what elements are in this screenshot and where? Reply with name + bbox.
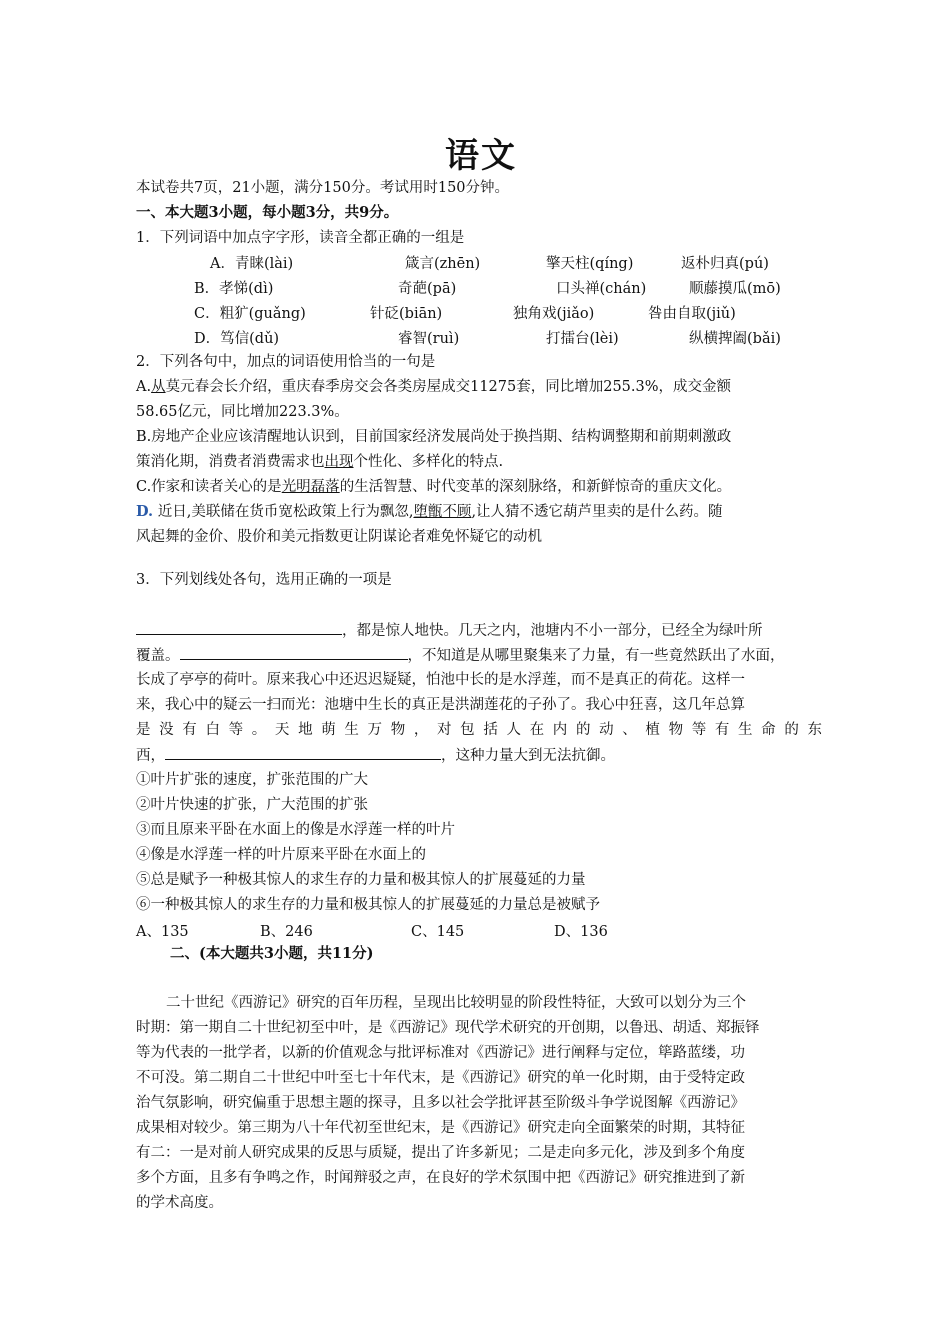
q2-b-word: 出现 bbox=[324, 454, 354, 470]
q2-option-b-line2 bbox=[136, 452, 503, 472]
q2-option-d-line1 bbox=[136, 502, 723, 522]
q1-option-a-4: 返朴归真(pú) bbox=[681, 256, 769, 272]
q1-option-d-3: 打擂台(lèi) bbox=[546, 331, 619, 347]
q3-text: ，都是惊人地快。几天之内，池塘内不小一部分，已经全为绿叶所 bbox=[342, 623, 763, 639]
passage-line: 治气氛影响，研究偏重于思想主题的探寻，且多以社会学批评甚至阶级斗争学说图解《西游记》 bbox=[136, 1095, 745, 1111]
passage-line: 二十世纪《西游记》研究的百年历程，呈现出比较明显的阶段性特征，大致可以划分为三个 bbox=[166, 995, 746, 1011]
exam-intro: 本试卷共7页，21小题，满分150分。考试用时150分钟。 bbox=[136, 180, 510, 196]
q2-d-text-post: ,让人猜不透它葫芦里卖的是什么药。随 bbox=[471, 504, 723, 520]
q1-option-a-1: A．青睐(lài) bbox=[210, 256, 294, 272]
q3-passage-line2 bbox=[136, 645, 785, 666]
q2-d-text-pre: 近日,美联储在货币宽松政策上行为飘忽, bbox=[157, 504, 414, 520]
q1-option-c-4: 咎由自取(jiǔ) bbox=[648, 306, 736, 322]
q2-a-text: 莫元春会长介绍，重庆春季房交会各类房屋成交11275套，同比增加255.3%，成交金额 bbox=[165, 379, 732, 395]
q3-text: 西， bbox=[136, 748, 165, 764]
q3-stem: 3．下列划线处各句，选用正确的一项是 bbox=[136, 572, 392, 588]
passage-line: 有二：一是对前人研究成果的反思与质疑，提出了许多新见；二是走向多元化，涉及到多个角度 bbox=[136, 1145, 745, 1161]
q2-c-text-pre: C.作家和读者关心的是 bbox=[136, 479, 282, 495]
q2-d-word: 堕甑不顾 bbox=[413, 504, 472, 520]
q3-item: ①叶片扩张的速度，扩张范围的广大 bbox=[136, 772, 368, 788]
q1-option-a-3: 擎天柱(qíng) bbox=[546, 256, 634, 272]
q1-option-b-3: 口头禅(chán) bbox=[556, 281, 647, 297]
page-title: 语文 bbox=[445, 136, 517, 176]
passage-line: 等为代表的一批学者，以新的价值观念与批评标准对《西游记》进行阐释与定位，筚路蓝缕，功 bbox=[136, 1045, 745, 1061]
q2-c-text-post: 的生活智慧、时代变革的深刻脉络，和新鲜惊奇的重庆文化。 bbox=[339, 479, 732, 495]
blank-3 bbox=[165, 745, 441, 760]
q1-option-c-3: 独角戏(jiǎo) bbox=[513, 306, 595, 322]
q3-item: ②叶片快速的扩张，广大范围的扩张 bbox=[136, 797, 368, 813]
q3-item: ⑤总是赋予一种极其惊人的求生存的力量和极其惊人的扩展蔓延的力量 bbox=[136, 872, 586, 888]
q3-choice-c: C、145 bbox=[411, 924, 465, 940]
q2-b-text-post: 个性化、多样化的特点. bbox=[353, 454, 504, 470]
passage-line: 成果相对较少。第三期为八十年代初至世纪末，是《西游记》研究走向全面繁荣的时期，其特征 bbox=[136, 1120, 745, 1136]
q1-option-d-4: 纵横捭阖(bǎi) bbox=[689, 331, 781, 347]
q3-passage-line4: 来，我心中的疑云一扫而光：池塘中生长的真正是洪湖莲花的子孙了。我心中狂喜，这几年总算 bbox=[136, 697, 745, 713]
q2-a-word: 从 bbox=[151, 379, 166, 395]
q3-passage-line5: 是没有白等。天地萌生万物，对包括人在内的动、植物等有生命的东 bbox=[136, 722, 822, 738]
q1-option-d-2: 睿智(ruì) bbox=[398, 331, 460, 347]
q3-text: 覆盖。 bbox=[136, 648, 180, 664]
q3-item: ③而且原来平卧在水面上的像是水浮莲一样的叶片 bbox=[136, 822, 455, 838]
q2-option-a-line1 bbox=[136, 377, 731, 397]
passage-line: 不可没。第二期自二十世纪中叶至七十年代末，是《西游记》研究的单一化时期，由于受特定政 bbox=[136, 1070, 745, 1086]
q3-choice-b: B、246 bbox=[260, 924, 313, 940]
q2-option-c bbox=[136, 477, 731, 497]
q3-text: ，不知道是从哪里聚集来了力量，有一些竟然跃出了水面， bbox=[407, 648, 785, 664]
q3-passage-line6 bbox=[136, 745, 615, 766]
q1-stem: 1．下列词语中加点字字形，读音全都正确的一组是 bbox=[136, 230, 465, 246]
section2-heading: 二、(本大题共3小题，共11分) bbox=[170, 945, 374, 962]
q3-text: ，这种力量大到无法抗御。 bbox=[441, 748, 615, 764]
passage-line: 时期：第一期自二十世纪初至中叶，是《西游记》现代学术研究的开创期，以鲁迅、胡适、郑振铎 bbox=[136, 1020, 760, 1036]
passage-line: 的学术高度。 bbox=[136, 1195, 223, 1211]
section1-heading: 一、本大题3小题，每小题3分，共9分。 bbox=[136, 204, 399, 221]
q2-option-b-line1: B.房地产企业应该清醒地认识到，目前国家经济发展尚处于换挡期、结构调整期和前期刺激政 bbox=[136, 429, 732, 445]
q1-option-c-1: C．粗犷(guǎng) bbox=[194, 306, 306, 322]
q2-option-d-line2: 风起舞的金价、股价和美元指数更让阴谋论者难免怀疑它的动机 bbox=[136, 529, 542, 545]
q1-option-b-1: B．孝悌(dì) bbox=[194, 281, 274, 297]
q3-choice-d: D、136 bbox=[554, 924, 608, 940]
q1-option-c-2: 针砭(biān) bbox=[370, 306, 443, 322]
blank-1 bbox=[136, 620, 342, 635]
q2-b-text-pre: 策消化期，消费者消费需求也 bbox=[136, 454, 325, 470]
q2-stem: 2．下列各句中，加点的词语使用恰当的一句是 bbox=[136, 354, 436, 370]
q3-passage-line3: 长成了亭亭的荷叶。原来我心中还迟迟疑疑，怕池中长的是水浮莲，而不是真正的荷花。这样一 bbox=[136, 672, 745, 688]
passage-line: 多个方面，且多有争鸣之作，时闻辩驳之声，在良好的学术氛围中把《西游记》研究推进到了新 bbox=[136, 1170, 745, 1186]
q2-option-a-line2: 58.65亿元，同比增加223.3%。 bbox=[136, 404, 349, 420]
blank-2 bbox=[180, 645, 408, 660]
q3-choice-a: A、135 bbox=[136, 924, 189, 940]
q1-option-a-2: 箴言(zhēn) bbox=[405, 256, 481, 272]
q2-c-word: 光明磊落 bbox=[281, 479, 340, 495]
q1-option-b-2: 奇葩(pā) bbox=[398, 281, 457, 297]
q1-option-d-1: D．笃信(dǔ) bbox=[194, 331, 280, 347]
q1-option-b-4: 顺藤摸瓜(mō) bbox=[689, 281, 781, 297]
q2-a-label: A. bbox=[136, 379, 152, 395]
q3-passage-line1 bbox=[136, 620, 763, 641]
q2-d-label: D. bbox=[136, 503, 154, 520]
q3-item: ④像是水浮莲一样的叶片原来平卧在水面上的 bbox=[136, 847, 426, 863]
q3-item: ⑥一种极其惊人的求生存的力量和极其惊人的扩展蔓延的力量总是被赋予 bbox=[136, 897, 600, 913]
